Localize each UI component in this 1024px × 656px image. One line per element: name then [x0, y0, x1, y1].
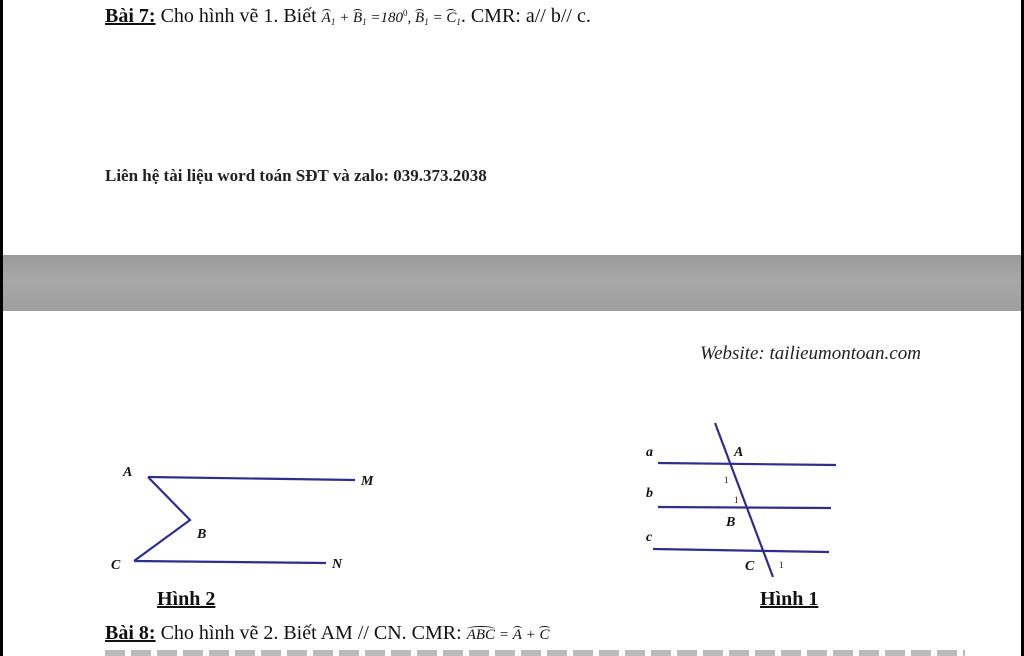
cut-off-text-line	[105, 650, 965, 656]
exercise-8: Bài 8: Cho hình vẽ 2. Biết AM // CN. CMR: ABC = A + C	[105, 622, 550, 644]
fig1-label-C: C	[745, 559, 755, 574]
angle-c1: $C_1$	[446, 10, 461, 27]
fig2-label-m: M	[361, 474, 374, 489]
exercise-7-label: Bài 7:	[105, 5, 156, 27]
line-cn	[134, 561, 326, 563]
exercise-7: Bài 7: Cho hình vẽ 1. Biết $A_1 + B_1 =180^0$, $B_1 = C_1$. CMR: a// b// c.	[105, 5, 591, 27]
figure-2-diagram	[3, 0, 1021, 656]
contact-line: Liên hệ tài liệu word toán SĐT và zalo: 039.373.2038	[105, 166, 487, 185]
fig1-angle-a1: 1	[724, 475, 729, 485]
exercise-8-label: Bài 8:	[105, 622, 156, 644]
angle-c: C	[539, 627, 550, 643]
fig2-label-b: B	[197, 527, 207, 542]
exercise-8-text: Cho hình vẽ 2. Biết AM // CN. CMR:	[155, 622, 467, 644]
polyline-abc	[134, 477, 190, 561]
angle-a1: $A_1$	[321, 10, 336, 27]
angle-abc: ABC	[466, 627, 496, 643]
fig2-label-a: A	[123, 465, 133, 480]
fig1-label-A: A	[734, 445, 744, 460]
transversal	[715, 423, 773, 577]
exercise-7-text: Cho hình vẽ 1. Biết	[155, 5, 322, 27]
angle-b1-2: $B_1$	[415, 10, 429, 27]
website-line: Website: tailieumontoan.com	[700, 343, 921, 364]
fig1-label-B: B	[726, 515, 736, 530]
fig2-label-n: N	[332, 557, 343, 572]
fig1-label-b: b	[646, 486, 653, 501]
fig1-angle-b1: 1	[734, 495, 739, 505]
figure-1-caption: Hình 1	[760, 588, 819, 610]
line-am	[148, 477, 355, 480]
fig1-label-a: a	[646, 445, 653, 460]
figure-2-caption: Hình 2	[157, 588, 216, 610]
fig2-label-c: C	[111, 558, 121, 573]
angle-a: A	[512, 627, 522, 643]
document-page	[3, 0, 1021, 656]
line-b	[658, 507, 831, 508]
line-c	[653, 549, 829, 552]
angle-b1: $B_1$	[352, 10, 367, 27]
fig1-angle-c1: 1	[779, 560, 784, 570]
line-a	[658, 463, 836, 465]
fig1-label-c: c	[646, 530, 653, 545]
exercise-7-claim: . CMR: a// b// c.	[460, 5, 591, 27]
